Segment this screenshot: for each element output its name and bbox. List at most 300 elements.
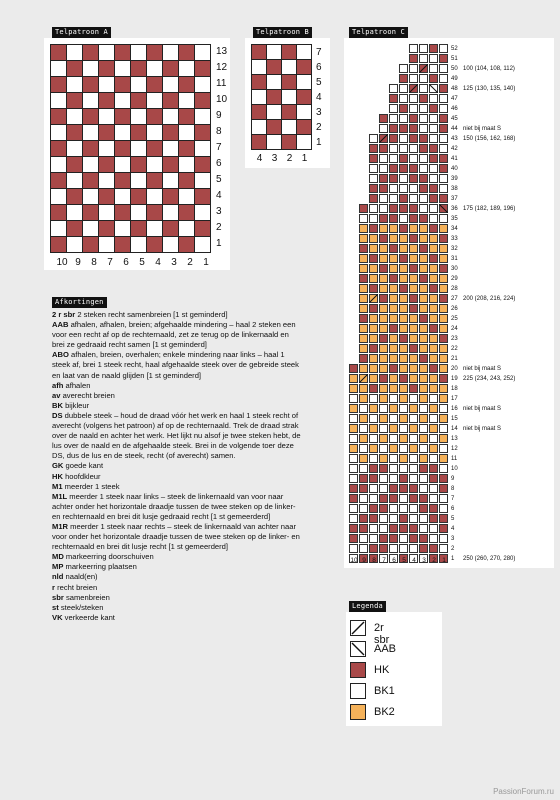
pattern-c-cell [349, 444, 358, 453]
pattern-c-cell [389, 114, 398, 123]
pattern-c-cell [389, 464, 398, 473]
legend-swatch [350, 662, 366, 678]
pattern-c-cell [419, 164, 428, 173]
pattern-c-cell [389, 364, 398, 373]
decrease-mark-icon [379, 134, 388, 143]
pattern-a-cell [67, 189, 82, 204]
pattern-a-row-number: 2 [216, 222, 222, 233]
pattern-b-title: Telpatroon B [253, 27, 312, 38]
pattern-a-cell [131, 221, 146, 236]
pattern-c-cell [349, 434, 358, 443]
pattern-a-cell [67, 77, 82, 92]
pattern-c-col-number: 6 [392, 557, 396, 564]
pattern-c-cell [419, 474, 428, 483]
pattern-a-cell [83, 237, 98, 252]
abbreviation-definition: dubbele steek – houd de draad vóór het werk en haal 1 steek recht of averecht (volgens het patroon) af op de rechternaald. Trek de draad strak over de naald en achter het werk. Het lijkt nu alsof je twee steken hebt, de lus over de naald en de afgehaalde steek. Brei in de volgende toer deze DS, dus de lus en de steek, recht (of averecht) samen. [52, 410, 301, 461]
pattern-c-cell [379, 204, 388, 213]
pattern-c-cell [359, 344, 368, 353]
abbreviation-entry [52, 391, 302, 401]
abbreviation-term: 2 r sbr [52, 310, 76, 319]
pattern-c-cell [429, 354, 438, 363]
pattern-c-cell [389, 344, 398, 353]
pattern-c-cell [389, 254, 398, 263]
pattern-c-cell [379, 474, 388, 483]
abbreviation-entry [52, 381, 302, 391]
pattern-a-cell [99, 45, 114, 60]
pattern-c-cell [359, 404, 368, 413]
pattern-c-row-number: 41 [451, 156, 458, 162]
pattern-c-cell [379, 414, 388, 423]
pattern-c-cell [369, 544, 378, 553]
pattern-c-cell [379, 154, 388, 163]
pattern-c-cell [429, 514, 438, 523]
pattern-c-cell [429, 194, 438, 203]
pattern-c-cell [419, 494, 428, 503]
abbreviation-term: M1L [52, 491, 68, 501]
pattern-c-cell [419, 264, 428, 273]
pattern-c-cell [419, 334, 428, 343]
pattern-c-cell [409, 114, 418, 123]
pattern-a-col-number: 5 [139, 257, 145, 268]
pattern-c-cell [409, 44, 418, 53]
pattern-c-cell [439, 184, 448, 193]
pattern-c-cell [409, 164, 418, 173]
pattern-c-cell [389, 454, 398, 463]
pattern-c-cell [379, 544, 388, 553]
pattern-c-cell [399, 264, 408, 273]
pattern-c-cell [369, 184, 378, 193]
pattern-a-cell [131, 157, 146, 172]
pattern-c-cell [419, 414, 428, 423]
pattern-c-cell [419, 184, 428, 193]
pattern-c-cell [419, 294, 428, 303]
pattern-b-cell [282, 45, 296, 59]
pattern-a-cell [131, 189, 146, 204]
pattern-b-cell [267, 135, 281, 149]
pattern-c-cell [369, 374, 378, 383]
pattern-b-row-number: 2 [316, 122, 322, 133]
pattern-a-cell [195, 93, 210, 108]
pattern-a-cell [83, 173, 98, 188]
pattern-a-cell [179, 205, 194, 220]
pattern-c-cell [379, 234, 388, 243]
pattern-c-cell [359, 454, 368, 463]
pattern-a-cell [83, 189, 98, 204]
pattern-a-cell [179, 61, 194, 76]
pattern-a-cell [147, 61, 162, 76]
pattern-c-cell [439, 294, 448, 303]
pattern-c-cell [409, 284, 418, 293]
pattern-c-cell [419, 224, 428, 233]
pattern-c-row-number: 40 [451, 166, 458, 172]
pattern-a-cell [195, 109, 210, 124]
abbreviation-definition: steek/steken [58, 602, 104, 612]
pattern-c-row-number: 38 [451, 186, 458, 192]
pattern-a-cell [179, 189, 194, 204]
pattern-c-cell [409, 524, 418, 533]
abbreviation-definition: meerder 1 steek naar links – steek de linkernaald van voor naar achter onder het horizontale draadje tussen de twee steken op de linker- en rechternaald en brei dit lusje gedraaid recht [1 st gemeerderd] [52, 491, 296, 521]
pattern-a-col-number: 3 [171, 257, 177, 268]
pattern-a-cell [83, 77, 98, 92]
decrease-mark-icon [359, 374, 368, 383]
pattern-b-cell [267, 120, 281, 134]
pattern-a-cell [131, 61, 146, 76]
pattern-c-cell [419, 354, 428, 363]
legend-swatch [350, 704, 366, 720]
pattern-c-col-number: 4 [412, 557, 416, 564]
pattern-c-cell [379, 364, 388, 373]
pattern-a-cell [115, 109, 130, 124]
pattern-a-cell [179, 141, 194, 156]
pattern-a-cell [163, 93, 178, 108]
pattern-b-cell [297, 60, 311, 74]
pattern-c-cell [359, 474, 368, 483]
pattern-b-cell [252, 135, 266, 149]
pattern-c-cell [369, 284, 378, 293]
pattern-c-cell [409, 104, 418, 113]
pattern-c-cell [439, 234, 448, 243]
pattern-c-cell [409, 214, 418, 223]
pattern-c-cell [369, 344, 378, 353]
pattern-a-cell [179, 45, 194, 60]
pattern-c-cell [429, 394, 438, 403]
pattern-c-cell [439, 114, 448, 123]
pattern-c-cell [399, 154, 408, 163]
pattern-c-note: 100 (104, 108, 112) [463, 66, 515, 72]
pattern-c-cell [399, 294, 408, 303]
pattern-c-cell [419, 314, 428, 323]
pattern-c-cell [379, 124, 388, 133]
abbreviation-entry [52, 522, 302, 552]
pattern-a-cell [195, 205, 210, 220]
pattern-c-cell [369, 304, 378, 313]
pattern-c-cell [399, 164, 408, 173]
pattern-c-cell [429, 44, 438, 53]
pattern-c-cell [369, 484, 378, 493]
pattern-c-cell [419, 544, 428, 553]
pattern-c-cell [369, 384, 378, 393]
pattern-c-cell [379, 484, 388, 493]
pattern-c-row-number: 16 [451, 406, 458, 412]
pattern-c-cell [419, 404, 428, 413]
pattern-c-cell [399, 104, 408, 113]
abbreviation-term: M1 [52, 481, 63, 491]
pattern-c-cell [429, 234, 438, 243]
pattern-c-cell [419, 534, 428, 543]
pattern-c-cell [359, 544, 368, 553]
pattern-c-cell [369, 494, 378, 503]
pattern-c-cell [429, 454, 438, 463]
pattern-c-cell [439, 154, 448, 163]
abbreviation-entry [52, 492, 302, 522]
abbreviation-entry [52, 461, 302, 471]
pattern-c-row-number: 47 [451, 96, 458, 102]
pattern-c-cell [379, 164, 388, 173]
pattern-c-cell [369, 274, 378, 283]
pattern-b-cell [267, 105, 281, 119]
pattern-c-cell [369, 534, 378, 543]
pattern-c-row-number: 7 [451, 496, 455, 502]
pattern-c-cell [399, 254, 408, 263]
pattern-a-cell [195, 157, 210, 172]
pattern-a-cell [83, 141, 98, 156]
pattern-c-cell [349, 534, 358, 543]
pattern-c-cell [389, 414, 398, 423]
pattern-a-cell [131, 237, 146, 252]
pattern-a-row-number: 5 [216, 174, 222, 185]
pattern-c-cell [379, 324, 388, 333]
pattern-c-note: 200 (208, 216, 224) [463, 296, 516, 302]
pattern-c-cell [409, 184, 418, 193]
pattern-a-cell [163, 157, 178, 172]
abbreviation-definition: afhalen, afhalen, breien; afgehaalde mindering – haal 2 steken een voor een recht af op de rechternaald, zet ze terug op de linkernaald en brei ze gedraaid recht samen [1 st geminderd] [52, 320, 296, 350]
pattern-c-cell [359, 294, 368, 303]
pattern-c-cell [399, 504, 408, 513]
pattern-a-cell [163, 141, 178, 156]
abbreviation-entry [52, 320, 302, 350]
pattern-c-cell [409, 314, 418, 323]
pattern-c-cell [389, 494, 398, 503]
pattern-c-cell [429, 464, 438, 473]
pattern-c-cell [409, 54, 418, 63]
pattern-c-cell [379, 404, 388, 413]
pattern-c-row-number: 4 [451, 526, 455, 532]
pattern-c-cell [379, 304, 388, 313]
pattern-a-cell [115, 157, 130, 172]
pattern-c-cell [409, 474, 418, 483]
pattern-b-cell [282, 105, 296, 119]
pattern-b-col-number: 1 [301, 153, 308, 164]
abbreviation-term: BK [52, 400, 63, 410]
pattern-c-cell [399, 394, 408, 403]
pattern-a-cell [99, 77, 114, 92]
pattern-c-cell [369, 194, 378, 203]
pattern-c-cell [379, 174, 388, 183]
pattern-c-cell [389, 194, 398, 203]
pattern-a-cell [51, 61, 66, 76]
abbreviation-definition: naald(en) [63, 572, 98, 582]
pattern-c-cell [439, 434, 448, 443]
pattern-c-cell [409, 454, 418, 463]
pattern-a-cell [147, 221, 162, 236]
pattern-b-cell [282, 75, 296, 89]
pattern-c-cell [419, 194, 428, 203]
pattern-c-cell [409, 404, 418, 413]
pattern-c-cell [419, 54, 428, 63]
pattern-c-row-number: 14 [451, 426, 458, 432]
pattern-c-cell [379, 534, 388, 543]
pattern-c-cell [349, 424, 358, 433]
pattern-b-cell [252, 90, 266, 104]
pattern-c-cell [399, 114, 408, 123]
decrease-stroke [369, 294, 378, 303]
pattern-b-cell [297, 135, 311, 149]
pattern-b-row-number: 3 [316, 107, 322, 118]
pattern-c-cell [439, 514, 448, 523]
pattern-a-grid [50, 44, 211, 253]
pattern-c-cell [419, 84, 428, 93]
pattern-c-cell [409, 254, 418, 263]
pattern-c-cell [369, 244, 378, 253]
pattern-a-cell [147, 141, 162, 156]
pattern-c-row-number: 21 [451, 356, 458, 362]
pattern-c-cell [359, 534, 368, 543]
pattern-a-cell [51, 157, 66, 172]
pattern-c-cell [409, 224, 418, 233]
pattern-a-cell [115, 205, 130, 220]
pattern-c-cell [439, 334, 448, 343]
pattern-a-row-number: 3 [216, 206, 222, 217]
pattern-c-cell [349, 414, 358, 423]
pattern-c-cell [409, 274, 418, 283]
pattern-b-row-number: 6 [316, 62, 322, 73]
pattern-c-cell [409, 444, 418, 453]
abbreviation-term: sbr [52, 592, 64, 602]
decrease-stroke [359, 374, 368, 383]
pattern-a-cell [195, 189, 210, 204]
pattern-c-cell [439, 384, 448, 393]
legend-label: AAB [374, 643, 397, 655]
pattern-c-cell [409, 384, 418, 393]
pattern-c-cell [429, 134, 438, 143]
pattern-c-cell [419, 244, 428, 253]
pattern-c-cell [389, 474, 398, 483]
pattern-c-note: niet bij maat S [463, 126, 502, 132]
pattern-c-cell [439, 94, 448, 103]
pattern-a-cell [83, 45, 98, 60]
pattern-c-cell [369, 264, 378, 273]
pattern-c-cell [409, 414, 418, 423]
pattern-c-cell [399, 334, 408, 343]
pattern-c-cell [399, 524, 408, 533]
pattern-c-cell [399, 194, 408, 203]
pattern-a-cell [195, 141, 210, 156]
pattern-c-cell [399, 184, 408, 193]
pattern-c-cell [359, 254, 368, 263]
pattern-a-cell [131, 45, 146, 60]
pattern-c-cell [409, 124, 418, 133]
pattern-c-cell [369, 504, 378, 513]
pattern-a-cell [179, 77, 194, 92]
pattern-c-cell [379, 294, 388, 303]
pattern-c-cell [429, 384, 438, 393]
pattern-c-cell [419, 394, 428, 403]
pattern-c-cell [409, 344, 418, 353]
pattern-c-cell [369, 324, 378, 333]
pattern-c-cell [359, 464, 368, 473]
pattern-c-row-number: 33 [451, 236, 458, 242]
pattern-c-cell [439, 134, 448, 143]
pattern-c-row-number: 30 [451, 266, 458, 272]
pattern-c-cell [359, 494, 368, 503]
pattern-c-cell [409, 154, 418, 163]
pattern-a-panel [44, 38, 230, 270]
pattern-c-cell [379, 514, 388, 523]
pattern-b-cell [282, 90, 296, 104]
pattern-a-cell [179, 157, 194, 172]
pattern-b-cell [297, 75, 311, 89]
pattern-c-cell [419, 74, 428, 83]
pattern-c-cell [349, 404, 358, 413]
pattern-c-col-number: 3 [422, 557, 426, 564]
pattern-a-cell [115, 77, 130, 92]
pattern-c-cell [369, 404, 378, 413]
pattern-c-cell [389, 134, 398, 143]
pattern-c-row-number: 5 [451, 516, 455, 522]
pattern-c-cell [439, 54, 448, 63]
pattern-c-cell [349, 394, 358, 403]
pattern-c-cell [429, 404, 438, 413]
pattern-c-col-number: 2 [432, 557, 436, 564]
abbreviation-entry [52, 562, 302, 572]
pattern-c-cell [389, 484, 398, 493]
pattern-c-cell [389, 304, 398, 313]
pattern-c-cell [379, 394, 388, 403]
pattern-a-cell [99, 205, 114, 220]
pattern-b-cell [297, 45, 311, 59]
abbreviation-term: DS [52, 410, 63, 420]
pattern-c-cell [419, 434, 428, 443]
abbreviation-term: st [52, 602, 59, 612]
pattern-c-col-number: 5 [402, 557, 406, 564]
pattern-c-cell [439, 284, 448, 293]
pattern-c-cell [429, 214, 438, 223]
pattern-a-cell [131, 77, 146, 92]
pattern-c-cell [399, 64, 408, 73]
abbreviation-term: AAB [52, 320, 69, 330]
pattern-b-col-number: 3 [271, 153, 278, 164]
pattern-a-row-number: 12 [216, 62, 228, 73]
pattern-c-cell [379, 384, 388, 393]
pattern-a-cell [51, 173, 66, 188]
pattern-c-cell [439, 344, 448, 353]
pattern-c-cell [359, 524, 368, 533]
pattern-c-cell [429, 524, 438, 533]
pattern-c-cell [379, 274, 388, 283]
pattern-c-cell [399, 284, 408, 293]
abbreviation-definition: samenbreien [63, 592, 110, 602]
pattern-c-cell [399, 454, 408, 463]
pattern-c-row-number: 46 [451, 106, 458, 112]
pattern-c-cell [439, 524, 448, 533]
pattern-c-cell [409, 534, 418, 543]
pattern-a-cell [51, 141, 66, 156]
pattern-c-cell [399, 404, 408, 413]
pattern-c-cell [419, 214, 428, 223]
pattern-a-cell [115, 173, 130, 188]
pattern-a-cell [99, 189, 114, 204]
pattern-c-cell [359, 314, 368, 323]
pattern-a-cell [131, 93, 146, 108]
pattern-b-row-number: 4 [316, 92, 322, 103]
decrease-stroke [379, 134, 388, 143]
pattern-c-cell [359, 214, 368, 223]
pattern-c-cell [419, 324, 428, 333]
pattern-c-cell [429, 534, 438, 543]
pattern-c-cell [399, 374, 408, 383]
pattern-c-note: 175 (182, 189, 196) [463, 206, 516, 212]
pattern-c-cell [389, 284, 398, 293]
pattern-c-cell [409, 544, 418, 553]
pattern-c-cell [359, 244, 368, 253]
pattern-c-cell [419, 274, 428, 283]
pattern-c-cell [379, 314, 388, 323]
pattern-c-cell [419, 364, 428, 373]
pattern-a-cell [179, 173, 194, 188]
pattern-c-cell [419, 114, 428, 123]
pattern-c-cell [439, 304, 448, 313]
pattern-b-cell [282, 120, 296, 134]
